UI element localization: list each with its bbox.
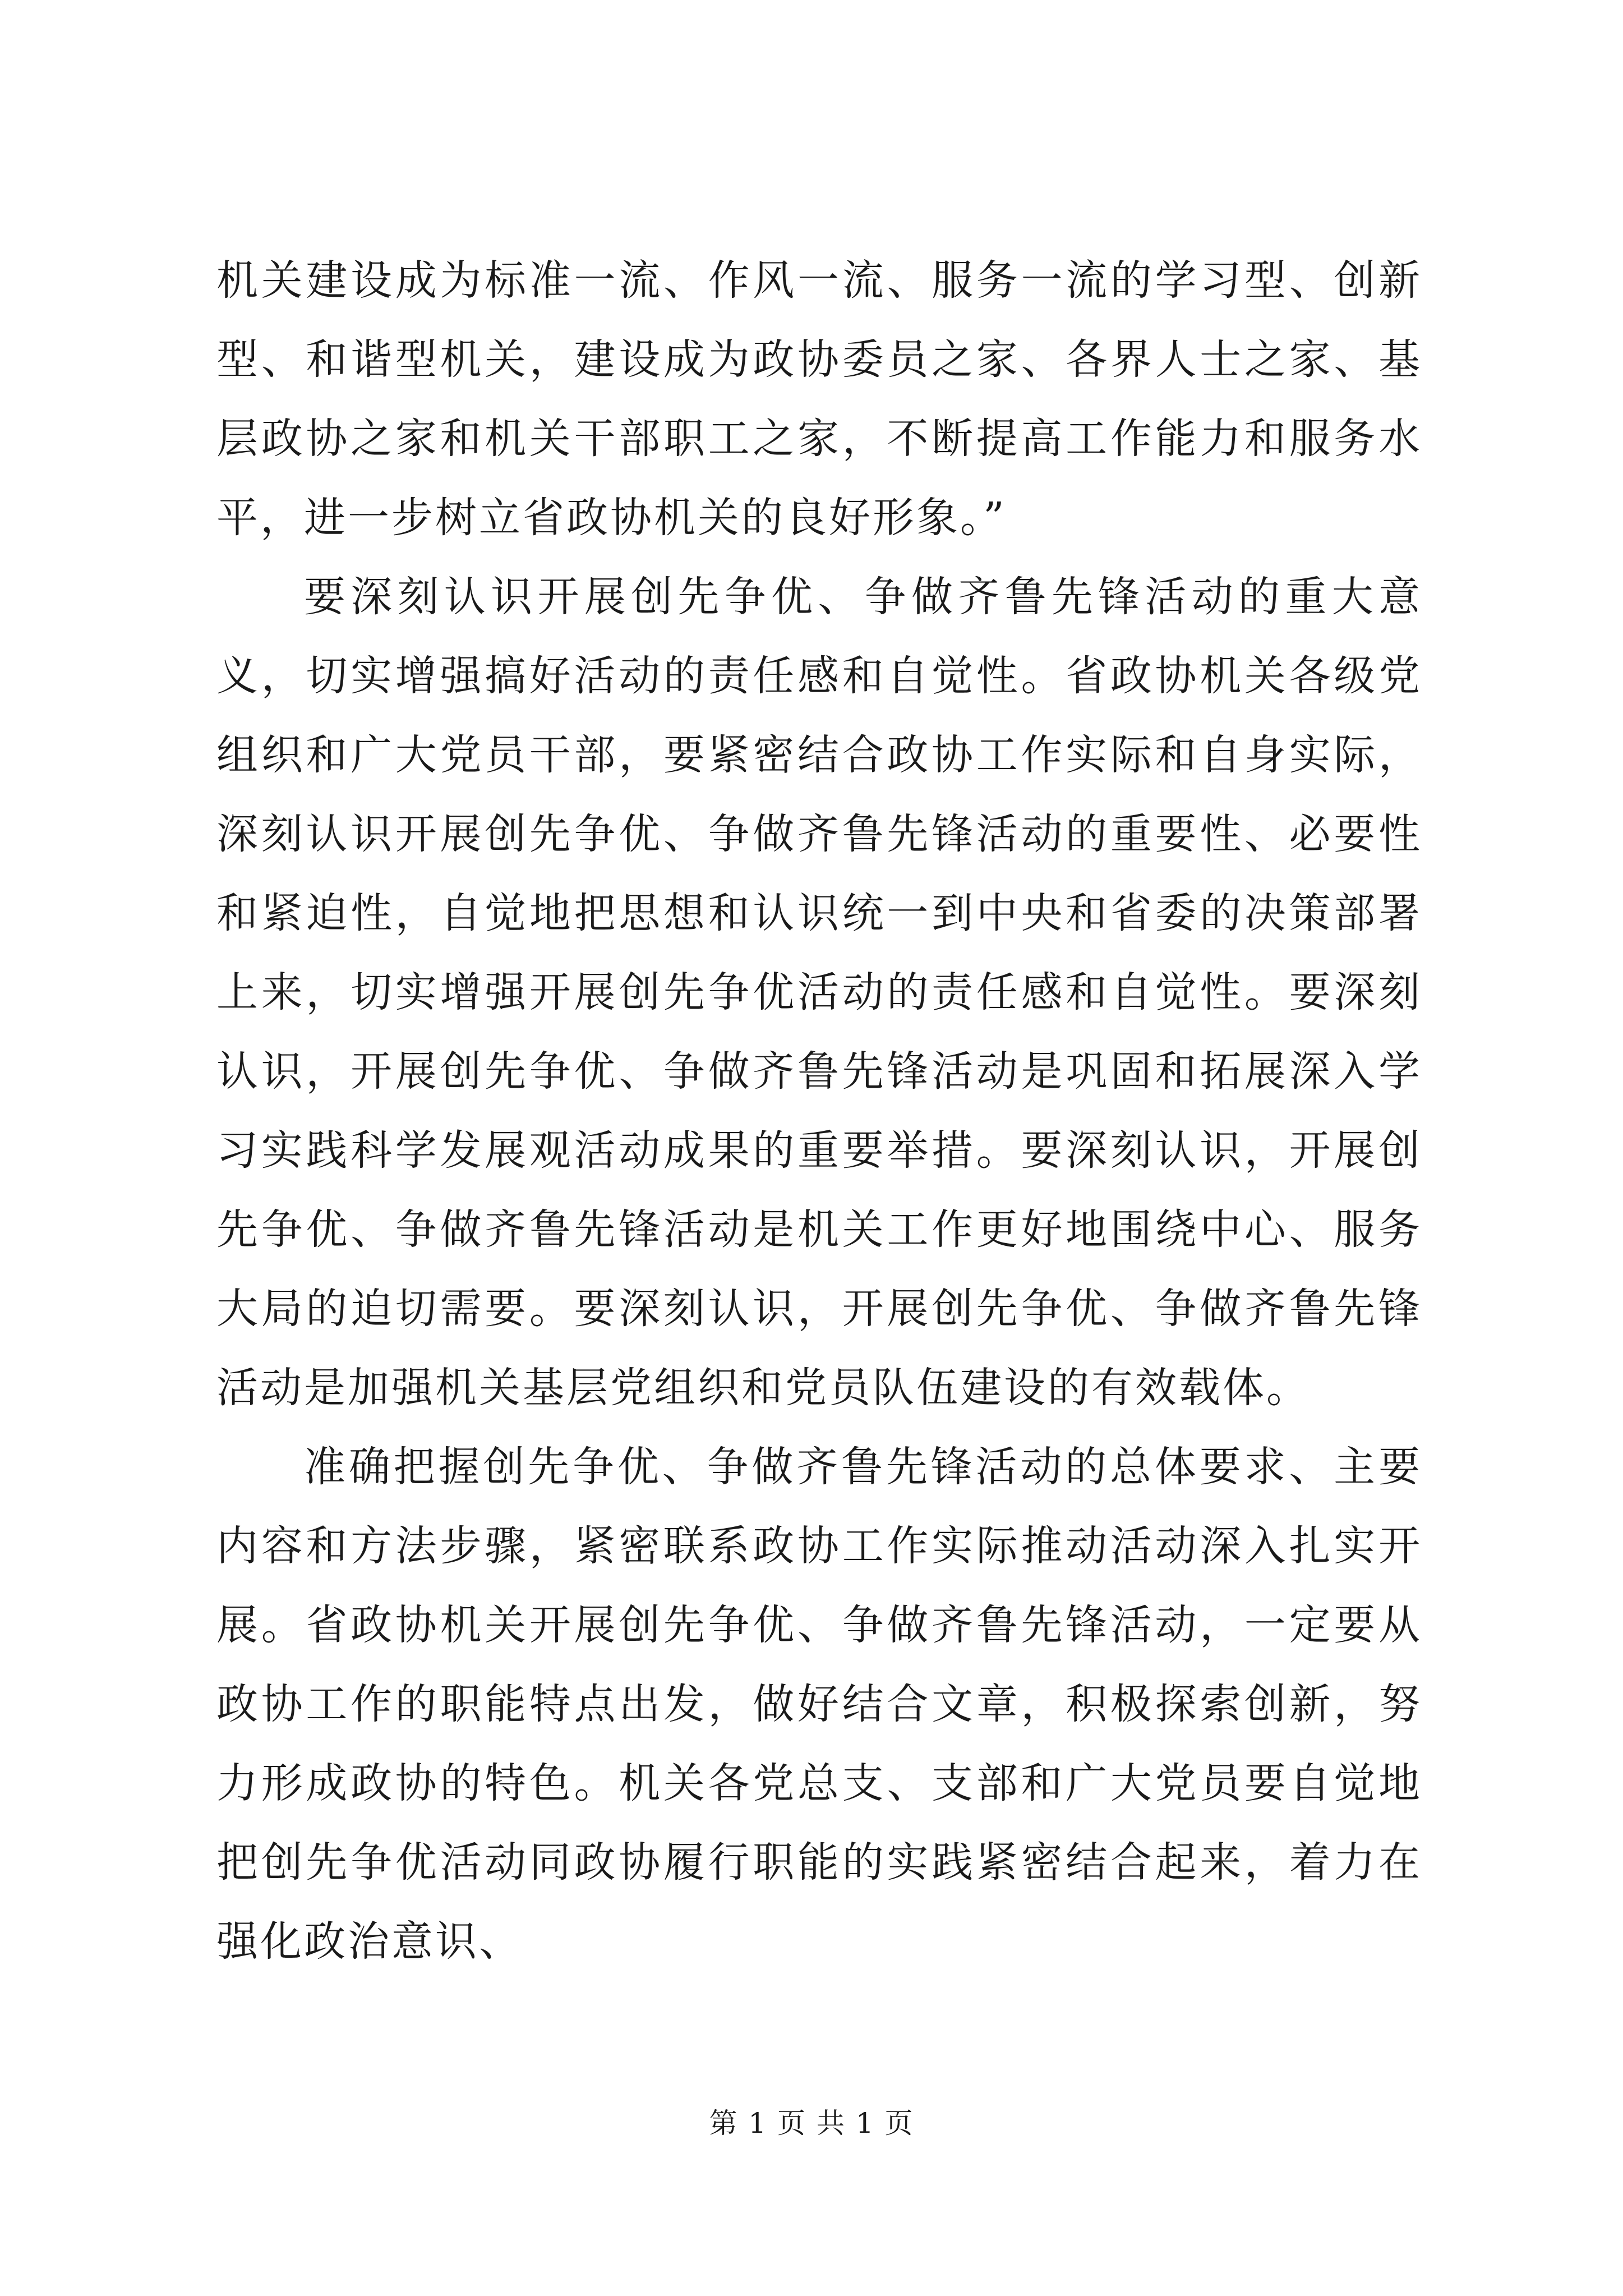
paragraph-requirements: 准确把握创先争优、争做齐鲁先锋活动的总体要求、主要内容和方法步骤，紧密联系政协工作实际推动活动深入扎实开展。省政协机关开展创先争优、争做齐鲁先锋活动，一定要从政协工作的职能特点出发，做好结合文章，积极探索创新，努力形成政协的特色。机关各党总支、支部和广大党员要自觉地把创先争优活动同政协履行职能的实践紧密结合起来，着力在强化政治意识、 (216, 1443, 1422, 1966)
page-number-footer: 第 1 页 共 1 页 (709, 2107, 914, 2139)
paragraph-significance: 要深刻认识开展创先争优、争做齐鲁先锋活动的重大意义，切实增强搞好活动的责任感和自觉性。省政协机关各级党组织和广大党员干部，要紧密结合政协工作实际和自身实际，深刻认识开展创先争优、争做齐鲁先锋活动的重要性、必要性和紧迫性，自觉地把思想和认识统一到中央和省委的决策部署上来，切实增强开展创先争优活动的责任感和自觉性。要深刻认识，开展创先争优、争做齐鲁先锋活动是巩固和拓展深入学习实践科学发展观活动成果的重要举措。要深刻认识，开展创先争优、争做齐鲁先锋活动是机关工作更好地围绕中心、服务大局的迫切需要。要深刻认识，开展创先争优、争做齐鲁先锋活动是加强机关基层党组织和党员队伍建设的有效载体。 (216, 573, 1422, 1412)
paragraph-continuation: 机关建设成为标准一流、作风一流、服务一流的学习型、创新型、和谐型机关，建设成为政协委员之家、各界人士之家、基层政协之家和机关干部职工之家，不断提高工作能力和服务水平，进一步树立省政协机关的良好形象。” (216, 256, 1422, 542)
document-body (216, 241, 1422, 1981)
